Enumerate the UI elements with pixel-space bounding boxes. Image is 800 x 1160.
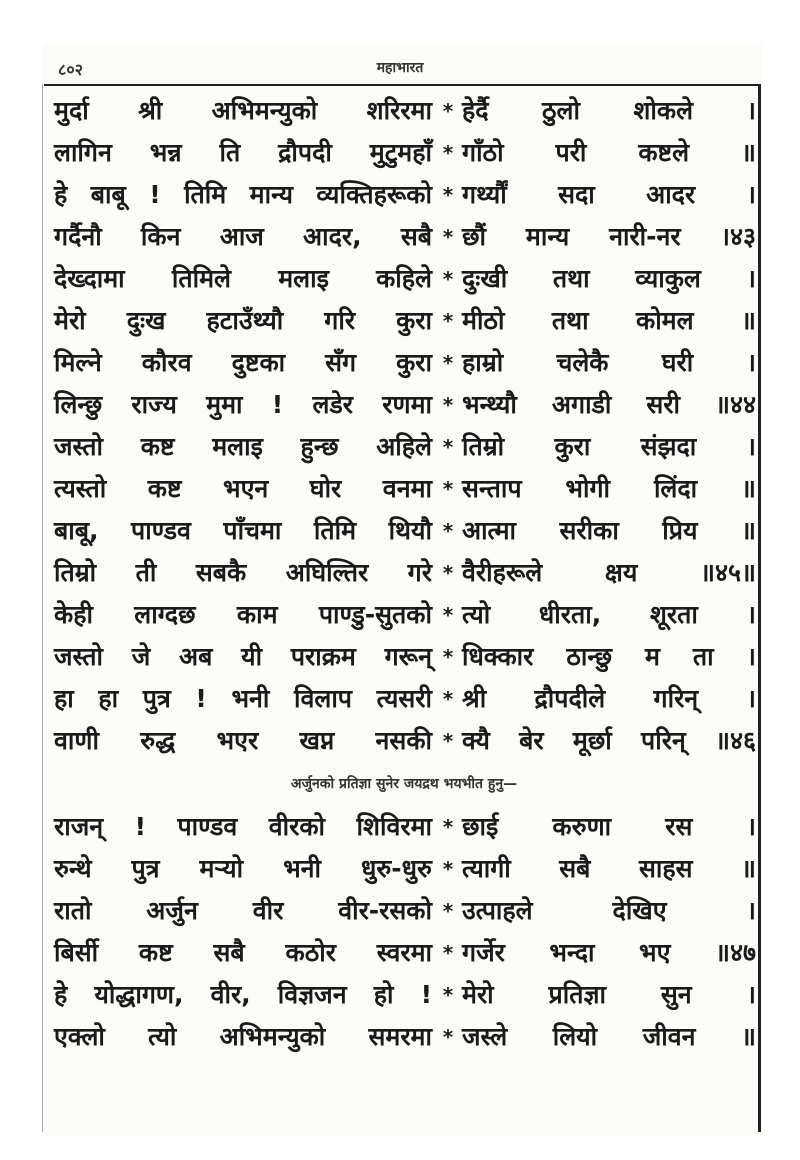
verse-group-second — [52, 806, 756, 1058]
asterisk-divider: * — [442, 603, 454, 627]
verse-second-half: तिम्रो कुरा संझदा । — [462, 432, 756, 461]
verse-line — [52, 174, 756, 216]
page-header — [42, 58, 758, 80]
verse-line — [52, 384, 756, 426]
verse-second-half: भन्थ्यौ अगाडी सरी ॥४४ — [462, 390, 756, 419]
asterisk-divider: * — [442, 561, 454, 585]
verse-line — [52, 1016, 756, 1058]
verse-second-half: मीठो तथा कोमल ॥ — [462, 306, 756, 335]
verse-first-half: केही लाग्दछ काम पाण्डु-सुतको — [54, 600, 432, 629]
header-rule — [44, 84, 758, 86]
asterisk-divider: * — [442, 477, 454, 501]
verse-first-half: रुन्थे पुत्र मर्‍यो भनी धुरु-धुरु — [54, 854, 432, 883]
verse-first-half: मुर्दा श्री अभिमन्युको शरिरमा — [54, 96, 432, 125]
verse-second-half: छाई करुणा रस । — [462, 812, 756, 841]
verse-second-half: धिक्कार ठान्छु म ता । — [462, 642, 756, 671]
verse-first-half: लागिन भन्न ति द्रौपदी मुटुमहाँ — [54, 138, 432, 167]
verse-first-half: रातो अर्जुन वीर वीर-रसको — [54, 896, 432, 925]
verse-line — [52, 300, 756, 342]
verse-second-half: जस्ले लियो जीवन ॥ — [462, 1022, 756, 1051]
verse-line — [52, 890, 756, 932]
verse-first-half: जस्तो कष्ट मलाइ हुन्छ अहिले — [54, 432, 432, 461]
asterisk-divider: * — [442, 645, 454, 669]
verse-first-half: देख्दामा तिमिले मलाइ कहिले — [54, 264, 432, 293]
verse-second-half: मेरो प्रतिज्ञा सुन । — [462, 980, 756, 1009]
verse-group-first — [52, 90, 756, 762]
verse-line — [52, 342, 756, 384]
book-page — [42, 44, 762, 1136]
verse-line — [52, 636, 756, 678]
verse-second-half: श्री द्रौपदीले गरिन् । — [462, 684, 756, 713]
asterisk-divider: * — [442, 351, 454, 375]
verse-second-half: वैरीहरूले क्षय ॥४५॥ — [462, 558, 756, 587]
verse-line — [52, 258, 756, 300]
interlude-heading: अर्जुनको प्रतिज्ञा सुनेर जयद्रथ भयभीत हुनु— — [290, 776, 518, 792]
verse-second-half: छौं मान्य नारी-नर ।४३ — [462, 222, 756, 251]
asterisk-divider: * — [442, 519, 454, 543]
running-title: महाभारत — [376, 60, 424, 76]
verse-first-half: बिर्सी कष्ट सबै कठोर स्वरमा — [54, 938, 432, 967]
verse-line — [52, 510, 756, 552]
asterisk-divider: * — [442, 1025, 454, 1049]
verse-line — [52, 216, 756, 258]
frame-right-border — [758, 84, 761, 1132]
asterisk-divider: * — [442, 687, 454, 711]
verse-second-half: गाँठो परी कष्टले ॥ — [462, 138, 756, 167]
verse-second-half: सन्ताप भोगी लिंदा ॥ — [462, 474, 756, 503]
verse-second-half: त्यो धीरता, शूरता । — [462, 600, 756, 629]
asterisk-divider: * — [442, 393, 454, 417]
verse-line — [52, 132, 756, 174]
verse-first-half: त्यस्तो कष्ट भएन घोर वनमा — [54, 474, 432, 503]
verse-second-half: हाम्रो चलेकै घरी । — [462, 348, 756, 377]
asterisk-divider: * — [442, 941, 454, 965]
verse-first-half: मेरो दुःख हटाउँथ्यौ गरि कुरा — [54, 306, 432, 335]
verse-first-half: हा हा पुत्र ! भनी विलाप त्यसरी — [54, 684, 432, 713]
verse-first-half: जस्तो जे अब यी पराक्रम गरून् — [54, 642, 432, 671]
verse-line — [52, 932, 756, 974]
verse-first-half: तिम्रो ती सबकै अघिल्तिर गरे — [54, 558, 432, 587]
verse-line — [52, 848, 756, 890]
verse-line — [52, 974, 756, 1016]
verse-second-half: दुःखी तथा व्याकुल । — [462, 264, 756, 293]
asterisk-divider: * — [442, 267, 454, 291]
verse-block — [52, 90, 756, 1058]
verse-line — [52, 552, 756, 594]
asterisk-divider: * — [442, 729, 454, 753]
verse-second-half: गर्जेर भन्दा भए ॥४७ — [462, 938, 756, 967]
asterisk-divider: * — [442, 183, 454, 207]
verse-second-half: क्यै बेर मूर्छा परिन् ॥४६ — [462, 726, 756, 755]
verse-second-half: गर्थ्यौं सदा आदर । — [462, 180, 756, 209]
verse-first-half: वाणी रुद्ध भएर खप्न नसकी — [54, 726, 432, 755]
verse-first-half: एक्लो त्यो अभिमन्युको समरमा — [54, 1022, 432, 1051]
asterisk-divider: * — [442, 309, 454, 333]
asterisk-divider: * — [442, 99, 454, 123]
verse-first-half: हे बाबू ! तिमि मान्य व्यक्तिहरूको — [54, 180, 432, 209]
verse-second-half: आत्मा सरीका प्रिय ॥ — [462, 516, 756, 545]
asterisk-divider: * — [442, 225, 454, 249]
verse-second-half: उत्पाहले देखिए । — [462, 896, 756, 925]
verse-line — [52, 594, 756, 636]
verse-line — [52, 678, 756, 720]
verse-first-half: बाबू, पाण्डव पाँचमा तिमि थियौ — [54, 516, 432, 545]
asterisk-divider: * — [442, 141, 454, 165]
verse-line — [52, 426, 756, 468]
asterisk-divider: * — [442, 983, 454, 1007]
verse-first-half: राजन् ! पाण्डव वीरको शिविरमा — [54, 812, 432, 841]
asterisk-divider: * — [442, 815, 454, 839]
asterisk-divider: * — [442, 857, 454, 881]
verse-first-half: हे योद्धागण, वीर, विज्ञजन हो ! — [54, 980, 432, 1009]
verse-line — [52, 468, 756, 510]
verse-first-half: गर्दैनौ किन आज आदर, सबै — [54, 222, 432, 251]
asterisk-divider: * — [442, 435, 454, 459]
verse-second-half: त्यागी सबै साहस ॥ — [462, 854, 756, 883]
verse-first-half: मिल्ने कौरव दुष्टका सँग कुरा — [54, 348, 432, 377]
verse-line — [52, 90, 756, 132]
verse-first-half: लिन्छु राज्य मुमा ! लडेर रणमा — [54, 390, 432, 419]
verse-second-half: हेर्दै ठुलो शोकले । — [462, 96, 756, 125]
page-number: ८०२ — [58, 60, 83, 79]
verse-line — [52, 720, 756, 762]
verse-line — [52, 806, 756, 848]
frame-left-border — [42, 84, 43, 1132]
asterisk-divider: * — [442, 899, 454, 923]
